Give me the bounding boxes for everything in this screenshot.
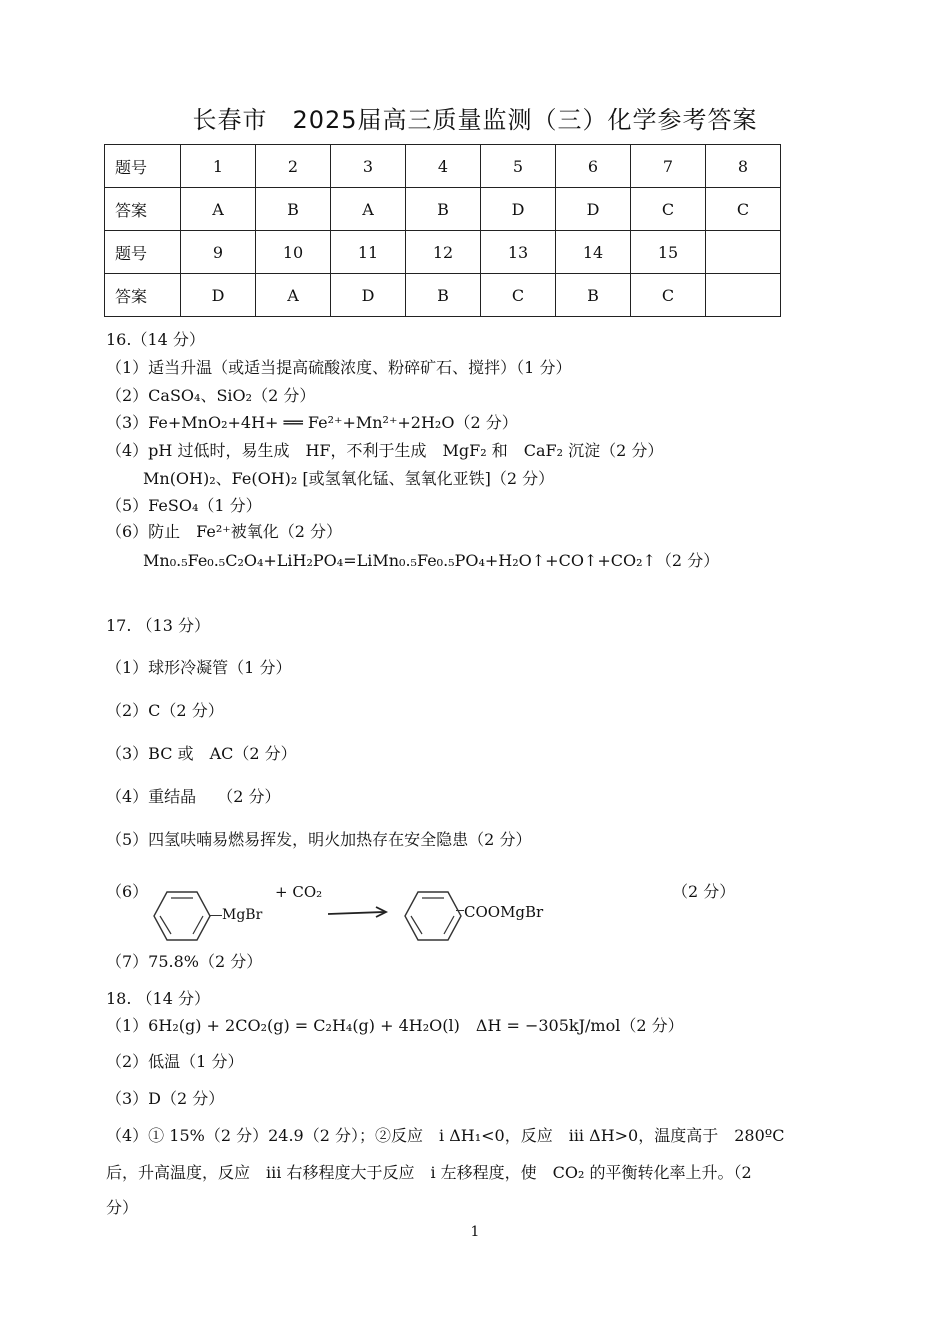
row-header: 答案: [105, 188, 181, 231]
q17-answer-1: （1）球形冷凝管（1 分）: [106, 658, 292, 677]
table-cell: 1: [181, 145, 256, 188]
table-cell: C: [706, 188, 781, 231]
table-cell: A: [331, 188, 406, 231]
table-cell: B: [556, 274, 631, 317]
q16-answer-2: （2）CaSO₄、SiO₂（2 分）: [106, 386, 316, 405]
table-cell: 8: [706, 145, 781, 188]
table-cell: 14: [556, 231, 631, 274]
q18-answer-1: （1）6H₂(g) + 2CO₂(g) = C₂H₄(g) + 4H₂O(l) ΔH = −305kJ/mol（2 分）: [106, 1016, 684, 1035]
benzene-ring-reactant: [152, 890, 212, 942]
table-cell: 7: [631, 145, 706, 188]
q18-answer-2: （2）低温（1 分）: [106, 1052, 244, 1071]
table-cell: 5: [481, 145, 556, 188]
q16-answer-6: （6）防止 Fe²⁺被氧化（2 分）: [106, 522, 343, 541]
bond-line: [456, 910, 464, 911]
table-cell: 4: [406, 145, 481, 188]
table-cell: 15: [631, 231, 706, 274]
q17-heading: 17. （13 分）: [106, 616, 210, 635]
table-cell: C: [631, 188, 706, 231]
q17-answer-7: （7）75.8%（2 分）: [106, 952, 263, 971]
q18-answer-4-line3: 分）: [106, 1198, 139, 1217]
table-cell: C: [481, 274, 556, 317]
q17-answer-2: （2）C（2 分）: [106, 701, 224, 720]
q16-answer-5: （5）FeSO₄（1 分）: [106, 496, 262, 515]
table-cell: D: [556, 188, 631, 231]
table-cell: 10: [256, 231, 331, 274]
page-number: 1: [470, 1224, 480, 1240]
table-cell: 6: [556, 145, 631, 188]
row-header: 答案: [105, 274, 181, 317]
reaction-arrow: [328, 905, 390, 919]
q16-answer-4: （4）pH 过低时，易生成 HF，不利于生成 MgF₂ 和 CaF₂ 沉淀（2 分）: [106, 441, 664, 460]
table-cell: 13: [481, 231, 556, 274]
q17-answer-6-score: （2 分）: [672, 882, 736, 901]
table-cell: B: [256, 188, 331, 231]
q18-answer-3: （3）D（2 分）: [106, 1089, 225, 1108]
table-row: [105, 145, 781, 188]
table-cell: 9: [181, 231, 256, 274]
q16-answer-1: （1）适当升温（或适当提高硫酸浓度、粉碎矿石、搅拌）（1 分）: [106, 358, 572, 377]
table-cell: D: [331, 274, 406, 317]
co2-reagent: + CO₂: [275, 883, 323, 901]
table-cell: [706, 274, 781, 317]
bond-line: [210, 915, 222, 916]
table-cell: [706, 231, 781, 274]
q17-answer-4: （4）重结晶 （2 分）: [106, 787, 281, 806]
answer-table: [104, 144, 781, 317]
page-title: 长春市 2025届高三质量监测（三）化学参考答案: [192, 106, 758, 134]
table-cell: 11: [331, 231, 406, 274]
q16-heading: 16.（14 分）: [106, 330, 205, 349]
q16-answer-3: （3）Fe+MnO₂+4H+ ══ Fe²⁺+Mn²⁺+2H₂O（2 分）: [106, 413, 518, 432]
row-header: 题号: [105, 231, 181, 274]
table-cell: A: [256, 274, 331, 317]
table-row: [105, 274, 781, 317]
row-header: 题号: [105, 145, 181, 188]
table-cell: A: [181, 188, 256, 231]
table-cell: D: [481, 188, 556, 231]
q17-answer-6-label: （6）: [106, 882, 149, 901]
table-cell: 3: [331, 145, 406, 188]
table-cell: D: [181, 274, 256, 317]
table-cell: C: [631, 274, 706, 317]
table-cell: B: [406, 188, 481, 231]
benzene-ring-product: [403, 890, 463, 942]
q18-heading: 18. （14 分）: [106, 989, 210, 1008]
q17-answer-3: （3）BC 或 AC（2 分）: [106, 744, 297, 763]
table-cell: 12: [406, 231, 481, 274]
product-group: COOMgBr: [464, 903, 544, 921]
reactant-group: MgBr: [222, 907, 263, 923]
q16-answer-6b: Mn₀.₅Fe₀.₅C₂O₄+LiH₂PO₄=LiMn₀.₅Fe₀.₅PO₄+H₂O↑+CO↑+CO₂↑（2 分）: [143, 551, 720, 570]
table-cell: 2: [256, 145, 331, 188]
table-row: [105, 188, 781, 231]
q16-answer-4b: Mn(OH)₂、Fe(OH)₂ [或氢氧化锰、氢氧化亚铁]（2 分）: [143, 469, 555, 488]
table-cell: B: [406, 274, 481, 317]
q17-answer-5: （5）四氢呋喃易燃易挥发，明火加热存在安全隐患（2 分）: [106, 830, 532, 849]
table-row: [105, 231, 781, 274]
q18-answer-4-line1: （4）① 15%（2 分）24.9（2 分）；②反应 i ΔH₁<0，反应 iii ΔH>0，温度高于 280ºC: [106, 1126, 785, 1145]
q18-answer-4-line2: 后，升高温度，反应 iii 右移程度大于反应 i 左移程度，使 CO₂ 的平衡转化率上升。（2: [106, 1163, 752, 1182]
